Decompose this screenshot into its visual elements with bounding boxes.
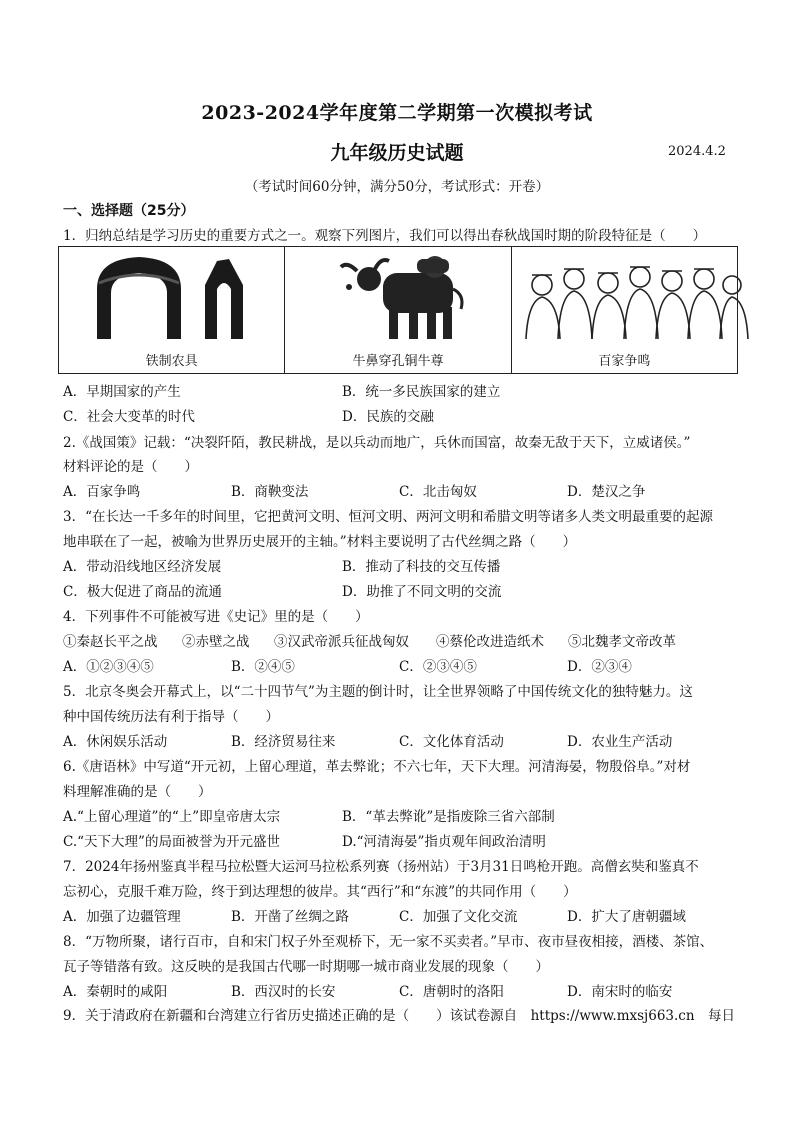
option-c[interactable]: C．②③④⑤ [399, 659, 477, 675]
iron-tool-image [59, 249, 279, 349]
option-b[interactable]: B．开凿了丝绸之路 [231, 909, 349, 925]
option-d[interactable]: D．民族的交融 [342, 409, 434, 425]
question-1-stem: 1．归纳总结是学习历史的重要方式之一。观察下列图片，我们可以得出春秋战国时期的阶段特征是（ ） [63, 228, 707, 244]
option-b[interactable]: B．“革去弊讹”是指废除三省六部制 [342, 809, 555, 825]
option-c[interactable]: C.“天下大理”的局面被誉为开元盛世 [63, 834, 280, 850]
section-heading: 一、选择题（25分） [63, 203, 195, 219]
event-item: ④蔡伦改进造纸术 [436, 634, 544, 650]
option-a[interactable]: A．加强了边疆管理 [63, 909, 181, 925]
question-7-stem-cont: 忘初心，克服千难万险，终于到达理想的彼岸。其“西行”和“东渡”的共同作用（ ） [63, 884, 577, 900]
event-item: ③汉武帝派兵征战匈奴 [274, 634, 409, 650]
option-d[interactable]: D．助推了不同文明的交流 [342, 584, 502, 600]
option-a[interactable]: A．百家争鸣 [63, 484, 141, 500]
philosophers-image [512, 249, 750, 349]
question-2-stem: 2.《战国策》记载：“决裂阡陌，教民耕战，是以兵动而地广，兵休而国富，故秦无敌于天下，立威诸侯。” [63, 435, 691, 451]
question-3-stem: 3．“在长达一千多年的时间里，它把黄河文明、恒河文明、两河文明和希腊文明等诸多人类文明最重要的起源 [63, 509, 713, 525]
picture-cell [59, 247, 285, 373]
option-d[interactable]: D．②③④ [567, 659, 632, 675]
option-b[interactable]: B．西汉时的长安 [231, 984, 336, 1000]
bronze-ox-image [285, 249, 505, 349]
option-d[interactable]: D.“河清海晏”指贞观年间政治清明 [342, 834, 546, 850]
question-6-stem-cont: 料理解准确的是（ ） [63, 784, 212, 800]
option-b[interactable]: B．商鞅变法 [231, 484, 309, 500]
picture-cell [285, 247, 511, 373]
event-item: ⑤北魏孝文帝改革 [568, 634, 676, 650]
question-1-picture-table [58, 246, 738, 374]
question-2-stem-cont: 材料评论的是（ ） [63, 459, 198, 475]
exam-date: 2024.4.2 [668, 144, 726, 159]
option-a[interactable]: A．①②③④⑤ [63, 659, 154, 675]
question-8-stem-cont: 瓦子等错落有致。这反映的是我国古代哪一时期哪一城市商业发展的现象（ ） [63, 959, 549, 975]
option-a[interactable]: A．秦朝时的咸阳 [63, 984, 168, 1000]
option-c[interactable]: C．加强了文化交流 [399, 909, 518, 925]
picture-cell [512, 247, 737, 373]
exam-instructions: （考试时间60分钟，满分50分，考试形式：开卷） [244, 179, 550, 195]
option-a[interactable]: A．休闲娱乐活动 [63, 734, 168, 750]
option-b[interactable]: B．推动了科技的交互传播 [342, 559, 501, 575]
question-9-stem: 9．关于清政府在新疆和台湾建立行省历史描述正确的是（ ）该试卷源自 https://www.mxsj663.cn 每日 [63, 1008, 736, 1024]
option-c[interactable]: C．北击匈奴 [399, 484, 477, 500]
option-a[interactable]: A．早期国家的产生 [63, 384, 181, 400]
picture-caption: 铁制农具 [145, 354, 198, 369]
option-d[interactable]: D．楚汉之争 [567, 484, 646, 500]
question-3-stem-cont: 地串联在了一起，被喻为世界历史展开的主轴。”材料主要说明了古代丝绸之路（ ） [63, 534, 577, 550]
picture-caption: 百家争鸣 [598, 354, 651, 369]
option-c[interactable]: C．文化体育活动 [399, 734, 504, 750]
question-5-stem: 5．北京冬奥会开幕式上，以“二十四节气”为主题的倒计时，让全世界领略了中国传统文化的独特魅力。这 [63, 684, 693, 700]
option-a[interactable]: A.“上留心理道”的“上”即皇帝唐太宗 [63, 809, 281, 825]
question-7-stem: 7．2024年扬州鉴真半程马拉松暨大运河马拉松系列赛（扬州站）于3月31日鸣枪开跑。高僧玄奘和鉴真不 [63, 859, 699, 875]
exam-title: 2023-2024学年度第二学期第一次模拟考试 [201, 102, 593, 124]
option-b[interactable]: B．②④⑤ [231, 659, 295, 675]
option-d[interactable]: D．扩大了唐朝疆域 [567, 909, 686, 925]
option-b[interactable]: B．经济贸易往来 [231, 734, 336, 750]
option-c[interactable]: C．唐朝时的洛阳 [399, 984, 504, 1000]
option-d[interactable]: D．南宋时的临安 [567, 984, 673, 1000]
question-4-stem: 4．下列事件不可能被写进《史记》里的是（ ） [63, 609, 369, 625]
question-6-stem: 6.《唐语林》中写道“开元初，上留心理道，革去弊讹；不六七年，天下大理。河清海晏，物殷俗阜。”对材 [63, 759, 691, 775]
question-8-stem: 8．“万物所聚，诸行百市，自和宋门权子外至观桥下，无一家不买卖者。”早市、夜市昼夜相接，酒楼、茶馆、 [63, 934, 714, 950]
event-item: ①秦赵长平之战 [63, 634, 158, 650]
question-5-stem-cont: 种中国传统历法有利于指导（ ） [63, 709, 279, 725]
exam-subtitle-grade: 九年级历史试题 [330, 142, 464, 164]
event-item: ②赤壁之战 [182, 634, 250, 650]
option-b[interactable]: B．统一多民族国家的建立 [342, 384, 501, 400]
option-a[interactable]: A．带动沿线地区经济发展 [63, 559, 222, 575]
option-c[interactable]: C．社会大变革的时代 [63, 409, 195, 425]
option-c[interactable]: C．极大促进了商品的流通 [63, 584, 222, 600]
option-d[interactable]: D．农业生产活动 [567, 734, 673, 750]
picture-caption: 牛鼻穿孔铜牛尊 [352, 354, 444, 369]
